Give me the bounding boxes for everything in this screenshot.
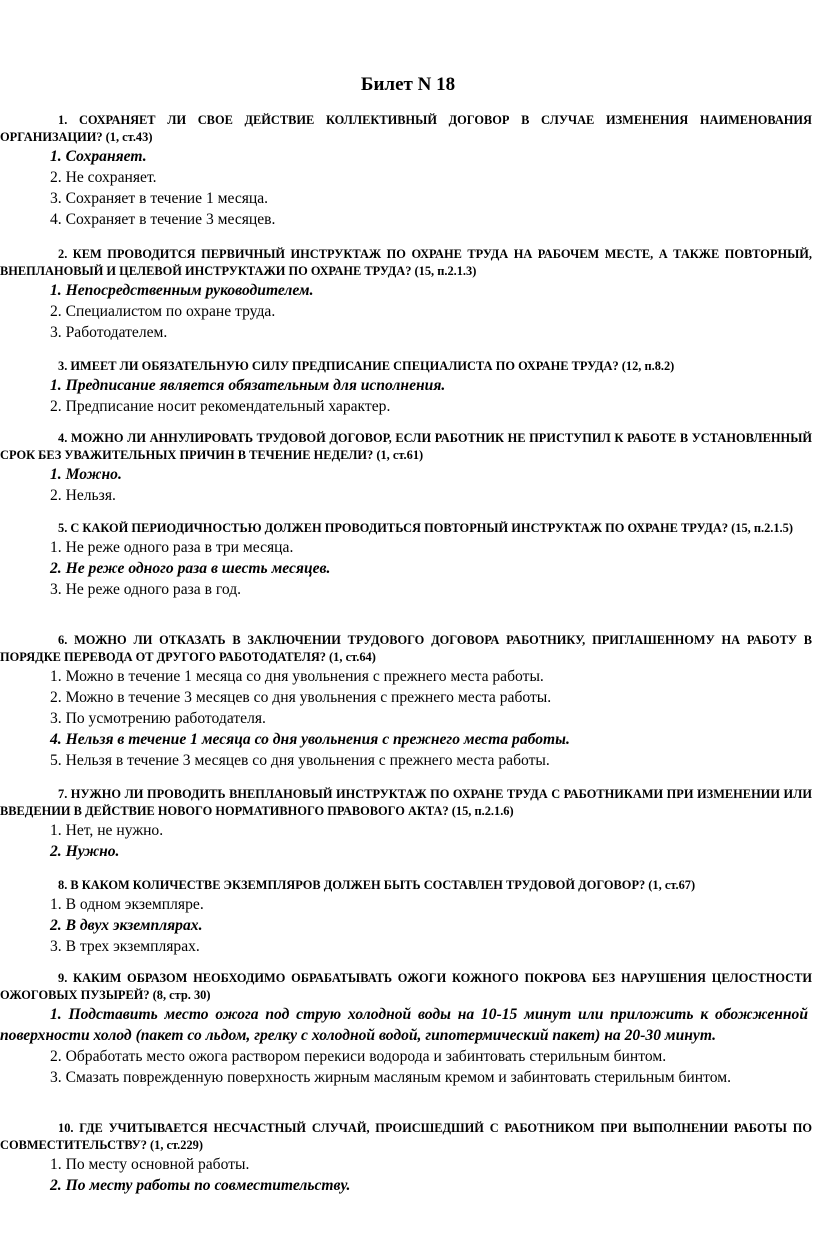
answer-option: 3. Работодателем. (50, 324, 168, 341)
page-title: Билет N 18 (360, 74, 456, 95)
answer-option: 1. В одном экземпляре. (50, 896, 204, 913)
answer-option: 1. Сохраняет. (50, 148, 147, 165)
answer-option: 2. Нужно. (50, 843, 120, 860)
answer-option: 2. Предписание носит рекомендательный характер. (50, 398, 391, 415)
question-text: 3. ИМЕЕТ ЛИ ОБЯЗАТЕЛЬНУЮ СИЛУ ПРЕДПИСАНИЕ СПЕЦИАЛИСТА ПО ОХРАНЕ ТРУДА? (12, п.8.2) (58, 359, 675, 373)
answer-option: 3. Смазать поврежденную поверхность жирным масляным кремом и забинтовать стерильным бинтом. (50, 1069, 731, 1086)
answer-option: 2. Обработать место ожога раствором перекиси водорода и забинтовать стерильным бинтом. (50, 1048, 667, 1065)
answer-option: 2. В двух экземплярах. (50, 917, 203, 934)
question-4 (0, 430, 812, 506)
question-7 (0, 786, 812, 862)
question-9 (0, 970, 812, 1088)
question-text: 5. С КАКОЙ ПЕРИОДИЧНОСТЬЮ ДОЛЖЕН ПРОВОДИТЬСЯ ПОВТОРНЫЙ ИНСТРУКТАЖ ПО ОХРАНЕ ТРУДА? (15, п.2.1.5) (58, 521, 793, 535)
answer-option: 1. Подставить место ожога под струю холодной воды на 10-15 минут или приложить к обожженной поверхности холод (пакет со льдом, грелку с холодной водой, гипотермический пакет) на 20-30 минут. (0, 1006, 808, 1044)
question-2 (0, 246, 812, 343)
question-3 (0, 358, 812, 417)
question-5 (0, 520, 812, 600)
answer-option: 2. Не сохраняет. (50, 169, 157, 186)
answer-option: 3. В трех экземплярах. (50, 938, 200, 955)
answer-option: 1. Не реже одного раза в три месяца. (50, 539, 294, 556)
question-10 (0, 1120, 812, 1196)
answer-option: 1. Нет, не нужно. (50, 822, 164, 839)
question-text: 7. НУЖНО ЛИ ПРОВОДИТЬ ВНЕПЛАНОВЫЙ ИНСТРУКТАЖ ПО ОХРАНЕ ТРУДА С РАБОТНИКАМИ ПРИ ИЗМЕНЕНИИ ИЛИ ВВЕДЕНИИ В ДЕЙСТВИЕ НОВОГО НОРМАТИВНОГО ПРАВОВОГО АКТА? (15, п.2.1.6) (0, 787, 812, 818)
answer-option: 2. Специалистом по охране труда. (50, 303, 276, 320)
answer-option: 4. Сохраняет в течение 3 месяцев. (50, 211, 276, 228)
answer-option: 3. Не реже одного раза в год. (50, 581, 242, 598)
question-text: 4. МОЖНО ЛИ АННУЛИРОВАТЬ ТРУДОВОЙ ДОГОВОР, ЕСЛИ РАБОТНИК НЕ ПРИСТУПИЛ К РАБОТЕ В УСТАНОВЛЕННЫЙ СРОК БЕЗ УВАЖИТЕЛЬНЫХ ПРИЧИН В ТЕЧЕНИЕ НЕДЕЛИ? (1, ст.61) (0, 431, 812, 462)
answer-option: 1. Можно в течение 1 месяца со дня увольнения с прежнего места работы. (50, 668, 544, 685)
answer-option: 1. Предписание является обязательным для исполнения. (50, 377, 446, 394)
answer-option: 2. Не реже одного раза в шесть месяцев. (50, 560, 331, 577)
answer-option: 1. Непосредственным руководителем. (50, 282, 314, 299)
question-6 (0, 632, 812, 771)
question-1 (0, 112, 812, 230)
answer-option: 5. Нельзя в течение 3 месяцев со дня увольнения с прежнего места работы. (50, 752, 550, 769)
answer-option: 3. Сохраняет в течение 1 месяца. (50, 190, 269, 207)
question-text: 8. В КАКОМ КОЛИЧЕСТВЕ ЭКЗЕМПЛЯРОВ ДОЛЖЕН БЫТЬ СОСТАВЛЕН ТРУДОВОЙ ДОГОВОР? (1, ст.67) (58, 878, 696, 892)
answer-option: 2. По месту работы по совместительству. (50, 1177, 351, 1194)
answer-option: 4. Нельзя в течение 1 месяца со дня увольнения с прежнего места работы. (50, 731, 570, 748)
question-8 (0, 877, 812, 957)
answer-option: 1. Можно. (50, 466, 122, 483)
question-text: 9. КАКИМ ОБРАЗОМ НЕОБХОДИМО ОБРАБАТЫВАТЬ ОЖОГИ КОЖНОГО ПОКРОВА БЕЗ НАРУШЕНИЯ ЦЕЛОСТНОСТИ ОЖОГОВЫХ ПУЗЫРЕЙ? (8, стр. 30) (0, 971, 812, 1002)
question-text: 10. ГДЕ УЧИТЫВАЕТСЯ НЕСЧАСТНЫЙ СЛУЧАЙ, ПРОИСШЕДШИЙ С РАБОТНИКОМ ПРИ ВЫПОЛНЕНИИ РАБОТЫ ПО СОВМЕСТИТЕЛЬСТВУ? (1, ст.229) (0, 1121, 812, 1152)
question-text: 2. КЕМ ПРОВОДИТСЯ ПЕРВИЧНЫЙ ИНСТРУКТАЖ ПО ОХРАНЕ ТРУДА НА РАБОЧЕМ МЕСТЕ, А ТАКЖЕ ПОВТОРНЫЙ, ВНЕПЛАНОВЫЙ И ЦЕЛЕВОЙ ИНСТРУКТАЖИ ПО ОХРАНЕ ТРУДА? (15, п.2.1.3) (0, 247, 812, 278)
question-text: 1. СОХРАНЯЕТ ЛИ СВОЕ ДЕЙСТВИЕ КОЛЛЕКТИВНЫЙ ДОГОВОР В СЛУЧАЕ ИЗМЕНЕНИЯ НАИМЕНОВАНИЯ ОРГАНИЗАЦИИ? (1, ст.43) (0, 113, 812, 144)
answer-option: 3. По усмотрению работодателя. (50, 710, 266, 727)
question-text: 6. МОЖНО ЛИ ОТКАЗАТЬ В ЗАКЛЮЧЕНИИ ТРУДОВОГО ДОГОВОРА РАБОТНИКУ, ПРИГЛАШЕННОМУ НА РАБОТУ В ПОРЯДКЕ ПЕРЕВОДА ОТ ДРУГОГО РАБОТОДАТЕЛЯ? (1, ст.64) (0, 633, 812, 664)
answer-option: 1. По месту основной работы. (50, 1156, 250, 1173)
answer-option: 2. Нельзя. (50, 487, 116, 504)
answer-option: 2. Можно в течение 3 месяцев со дня увольнения с прежнего места работы. (50, 689, 552, 706)
